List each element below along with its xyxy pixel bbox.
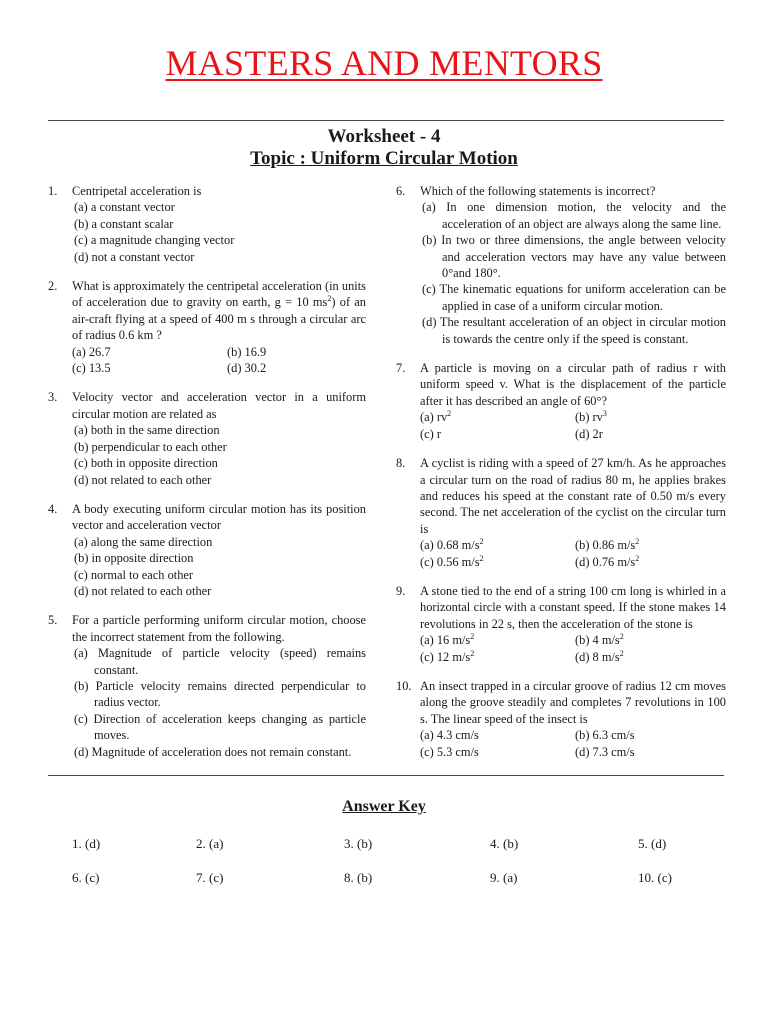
questions-right-column bbox=[396, 183, 726, 773]
superscript: 2 bbox=[635, 553, 640, 563]
answer-key-row-1 bbox=[72, 836, 712, 852]
option-a: (a) both in the same direction bbox=[74, 423, 220, 438]
option-text: (b) 6.3 cm/s bbox=[575, 728, 635, 743]
answer-item: 2. (a) bbox=[196, 836, 224, 851]
option-c bbox=[420, 426, 575, 442]
option-text: (d) 2r bbox=[575, 426, 603, 441]
option-d: (d) not a constant vector bbox=[74, 249, 195, 264]
superscript: 2 bbox=[470, 648, 475, 658]
question-5 bbox=[48, 612, 366, 760]
worksheet-topic: Topic : Uniform Circular Motion bbox=[250, 148, 518, 169]
option-c: (c) both in opposite direction bbox=[74, 456, 218, 471]
question-8 bbox=[396, 455, 726, 570]
option-d: (d) Magnitude of acceleration does not remain constant. bbox=[74, 744, 352, 759]
question-number: 2. bbox=[48, 279, 58, 294]
option-c: (c) Direction of acceleration keeps changing as particle moves. bbox=[74, 711, 366, 743]
question-text: An insect trapped in a circular groove of radius 12 cm moves along the groove steadily and completes 7 revolutions in 100 s. The linear speed of the insect is bbox=[420, 678, 726, 726]
option-a: (a) In one dimension motion, the velocity and the acceleration of an object are always along the same line. bbox=[422, 200, 726, 231]
question-7 bbox=[396, 360, 726, 442]
option-c: (c) The kinematic equations for uniform acceleration can be applied in case of a uniform circular motion. bbox=[422, 282, 726, 313]
option-b: (b) a constant scalar bbox=[74, 216, 174, 231]
option-text: (c) 0.56 m/s bbox=[420, 554, 480, 569]
option-d bbox=[575, 649, 725, 665]
answer-item: 7. (c) bbox=[196, 870, 224, 885]
option-text: (d) 8 m/s bbox=[575, 649, 620, 664]
option-a: (a) a constant vector bbox=[74, 200, 175, 215]
question-number: 9. bbox=[396, 583, 406, 598]
question-4 bbox=[48, 501, 366, 599]
question-number: 3. bbox=[48, 390, 58, 405]
superscript: 2 bbox=[635, 537, 640, 547]
question-text: A particle is moving on a circular path of radius r with uniform speed v. What is the displacement of the particle after it has described an angle of 60°? bbox=[420, 361, 726, 408]
answer-key-title: Answer Key bbox=[342, 798, 426, 815]
option-c: (c) normal to each other bbox=[74, 567, 194, 582]
option-a: (a) 26.7 bbox=[72, 344, 111, 359]
superscript: 2 bbox=[619, 648, 624, 658]
answer-item: 9. (a) bbox=[490, 870, 518, 885]
option-a bbox=[420, 537, 575, 553]
question-text bbox=[72, 278, 366, 344]
option-d: (d) The resultant acceleration of an object in circular motion is towards the centre only if the speed is constant. bbox=[422, 315, 726, 346]
question-text: A body executing uniform circular motion has its position vector and acceleration vector bbox=[72, 501, 366, 533]
superscript: 3 bbox=[602, 409, 607, 419]
question-text: Which of the following statements is incorrect? bbox=[420, 184, 656, 198]
option-text: (a) 16 m/s bbox=[420, 633, 471, 648]
option-c bbox=[420, 554, 575, 570]
question-number: 7. bbox=[396, 361, 406, 376]
question-number: 4. bbox=[48, 501, 58, 516]
option-a bbox=[420, 409, 575, 425]
question-number: 8. bbox=[396, 456, 406, 471]
question-text: A stone tied to the end of a string 100 cm long is whirled in a horizontal circle with a constant speed. If the stone makes 14 revolutions in 22 s, then the acceleration of the stone is bbox=[420, 583, 726, 631]
option-d bbox=[575, 426, 725, 442]
option-text: (c) 12 m/s bbox=[420, 649, 471, 664]
question-text: Velocity vector and acceleration vector in a uniform circular motion are related as bbox=[72, 390, 366, 421]
option-d: (d) not related to each other bbox=[74, 583, 212, 598]
question-10 bbox=[396, 678, 726, 760]
option-text: (b) rv bbox=[575, 410, 603, 425]
superscript: 2 bbox=[619, 632, 624, 642]
answer-item: 1. (d) bbox=[72, 836, 101, 851]
options-grid bbox=[420, 632, 726, 665]
option-d bbox=[575, 554, 725, 570]
superscript: 2 bbox=[479, 537, 484, 547]
answer-key-divider bbox=[48, 775, 724, 776]
question-number: 5. bbox=[48, 613, 58, 628]
answer-key-row-2 bbox=[72, 870, 712, 886]
question-number: 1. bbox=[48, 184, 58, 198]
option-a bbox=[420, 632, 575, 648]
options-grid bbox=[420, 409, 726, 442]
option-b: (b) in opposite direction bbox=[74, 551, 194, 566]
question-2 bbox=[48, 278, 366, 376]
answer-item: 4. (b) bbox=[490, 836, 519, 851]
question-text: A cyclist is riding with a speed of 27 km/h. As he approaches a circular turn on the road of radius 80 m, he applies brakes and reduces his speed at the constant rate of 0.50 m/s every second. The net acceleration of the cyclist on the circular turn is bbox=[420, 456, 726, 536]
option-text: (c) 5.3 cm/s bbox=[420, 744, 479, 759]
answer-item: 10. (c) bbox=[638, 870, 672, 885]
question-text: For a particle performing uniform circular motion, choose the incorrect statement from the following. bbox=[72, 613, 366, 644]
answer-item: 5. (d) bbox=[638, 836, 667, 851]
question-6 bbox=[396, 183, 726, 347]
option-b: (b) 16.9 bbox=[227, 344, 267, 359]
option-d: (d) not related to each other bbox=[74, 472, 212, 487]
option-text: (a) 4.3 cm/s bbox=[420, 728, 479, 743]
option-b: (b) perpendicular to each other bbox=[74, 439, 227, 454]
question-number: 10. bbox=[396, 678, 412, 693]
superscript: 2 bbox=[327, 294, 332, 304]
option-d bbox=[575, 744, 725, 760]
question-1 bbox=[48, 183, 366, 265]
option-b bbox=[575, 632, 725, 648]
option-c bbox=[420, 649, 575, 665]
option-text: (a) rv bbox=[420, 410, 448, 425]
option-b bbox=[575, 727, 725, 743]
option-b bbox=[575, 409, 725, 425]
option-text: (c) r bbox=[420, 426, 441, 441]
option-c: (c) 13.5 bbox=[72, 361, 111, 376]
options-grid bbox=[420, 537, 726, 570]
worksheet-title: Worksheet - 4 bbox=[327, 126, 441, 147]
question-text-part: What is approximately the centripetal acceleration (in units of acceleration due to gravity on earth, g = 10 ms bbox=[72, 279, 366, 310]
option-text: (d) 0.76 m/s bbox=[575, 554, 636, 569]
options-grid bbox=[72, 344, 366, 377]
question-3 bbox=[48, 389, 366, 487]
questions-left-column bbox=[48, 183, 366, 773]
header-divider bbox=[48, 120, 724, 121]
option-c: (c) a magnitude changing vector bbox=[74, 233, 235, 248]
question-text-part: ) of an air-craft flying at a speed of 400 m s through a circular arc of radius 0.6 km ? bbox=[72, 295, 366, 343]
superscript: 2 bbox=[470, 632, 475, 642]
option-b bbox=[575, 537, 725, 553]
option-b: (b) In two or three dimensions, the angle between velocity and acceleration vectors may have any value between 0°and 180°. bbox=[422, 233, 726, 281]
option-text: (b) 4 m/s bbox=[575, 633, 620, 648]
question-number: 6. bbox=[396, 184, 406, 198]
option-text: (b) 0.86 m/s bbox=[575, 538, 636, 553]
answer-item: 3. (b) bbox=[344, 836, 373, 851]
question-text: Centripetal acceleration is bbox=[72, 184, 202, 198]
option-a: (a) Magnitude of particle velocity (speed) remains constant. bbox=[74, 646, 366, 677]
options-grid bbox=[420, 727, 726, 760]
answer-item: 6. (c) bbox=[72, 870, 100, 885]
answer-item: 8. (b) bbox=[344, 870, 373, 885]
option-a bbox=[420, 727, 575, 743]
question-9 bbox=[396, 583, 726, 665]
option-a: (a) along the same direction bbox=[74, 534, 213, 549]
option-b: (b) Particle velocity remains directed perpendicular to radius vector. bbox=[74, 678, 366, 710]
option-c bbox=[420, 744, 575, 760]
superscript: 2 bbox=[447, 409, 452, 419]
superscript: 2 bbox=[479, 553, 484, 563]
brand-title: MASTERS AND MENTORS bbox=[165, 43, 603, 83]
option-text: (d) 7.3 cm/s bbox=[575, 744, 635, 759]
option-d: (d) 30.2 bbox=[227, 361, 267, 376]
option-text: (a) 0.68 m/s bbox=[420, 538, 480, 553]
